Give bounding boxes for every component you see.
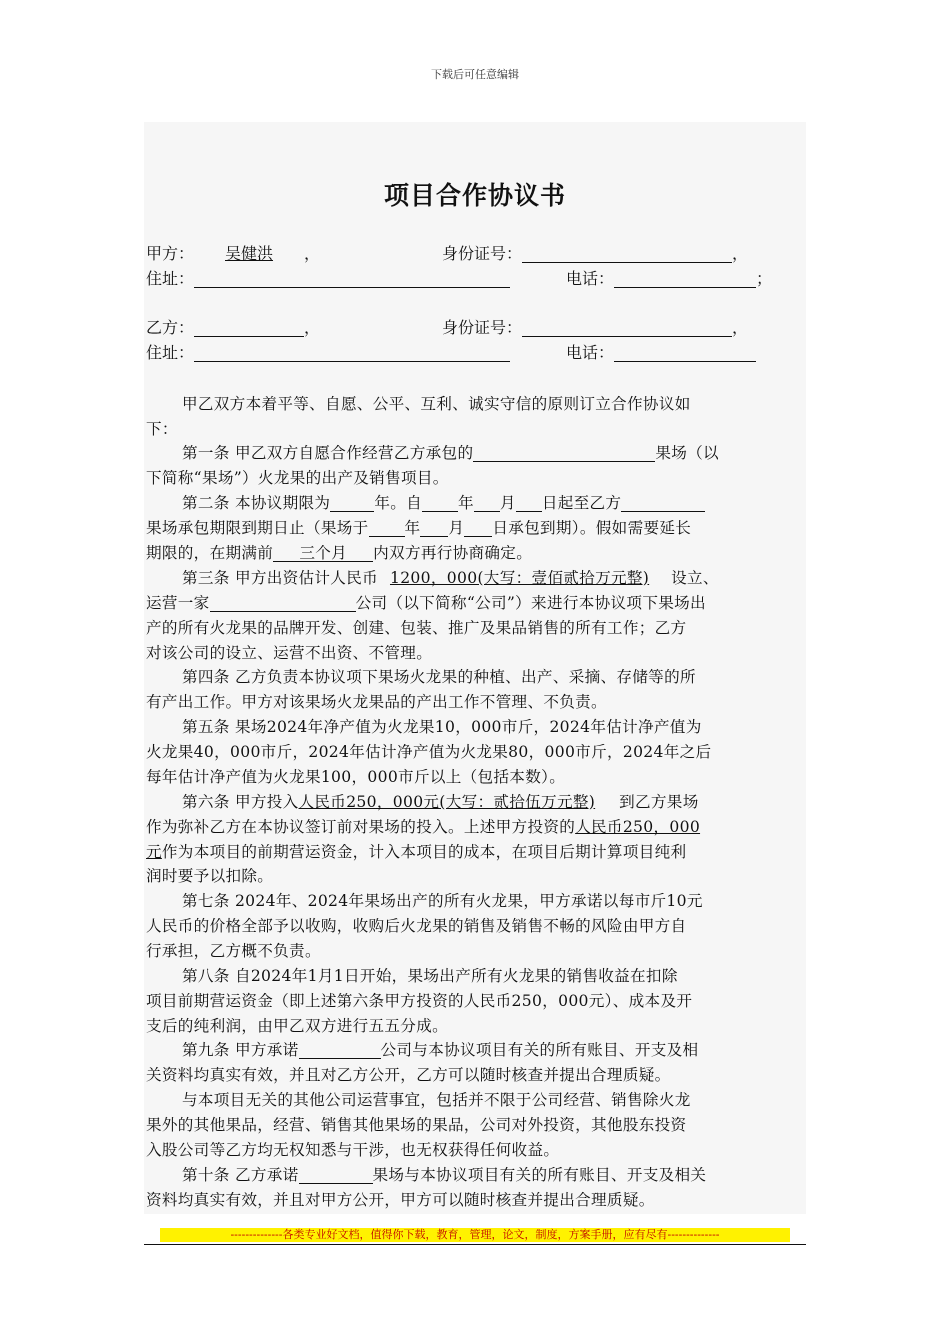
page-title: 项目合作协议书 (383, 181, 566, 210)
body-line: 人民币的价格全部予以收购，收购后火龙果的销售及销售不畅的风险由甲方自 (146, 917, 687, 935)
text: 年 (458, 494, 474, 512)
body-line: 产的所有火龙果的品牌开发、创建、包装、推广及果品销售的所有工作；乙方 (146, 619, 687, 637)
article-6-line (146, 815, 700, 839)
party-a-address-row (146, 267, 510, 291)
document-page (144, 122, 806, 1214)
party-a-phone-label: 电话： (566, 269, 615, 288)
text: 日起至乙方 (541, 494, 622, 512)
body-line: 第四条 乙方负责本协议项下果场火龙果的种植、出产、采摘、存储等的所 (182, 668, 696, 686)
body-line: 下： (146, 420, 178, 438)
text: 第二条 本协议期限为 (182, 494, 331, 512)
party-b-address-blank (194, 341, 510, 362)
article-6-line (146, 840, 686, 864)
body-line: 与本项目无关的其他公司运营事宜，包括并不限于公司经营、销售除火龙 (182, 1091, 691, 1109)
article-1-line (182, 441, 719, 465)
body-line: 支后的纯利润，由甲乙双方进行五五分成。 (146, 1017, 448, 1035)
text: 日承包到期）。假如需要延长 (492, 519, 692, 537)
text: 第三条 甲方出资估计人民币 (182, 569, 378, 587)
text: 第六条 甲方投入 (182, 793, 299, 811)
article-2-line (146, 541, 532, 565)
party-a-id-comma: ， (732, 244, 749, 263)
start-month-blank (474, 491, 500, 512)
party-a-phone-row (566, 267, 772, 291)
text: 月 (448, 519, 465, 537)
party-a-id-row (442, 242, 748, 266)
body-line: 果外的其他果品，经营、销售其他果场的果品，公司对外投资，其他股东投资 (146, 1116, 687, 1134)
party-a-name: 吴健洪 (225, 244, 274, 263)
expiry-day-blank (464, 516, 492, 537)
footer-divider (144, 1244, 806, 1245)
body-line: 第五条 果场2024年净产值为火龙果10，000市斤，2024年估计净产值为 (182, 718, 702, 736)
term-years-blank (330, 491, 374, 512)
party-b-label: 乙方： (146, 318, 195, 337)
text: 期限的，在期满前 (146, 544, 274, 562)
text: 年。自 (374, 494, 422, 512)
body-line: 行承担，乙方概不负责。 (146, 942, 321, 960)
body-line: 关资料均真实有效，并且对乙方公开，乙方可以随时核查并提出合理质疑。 (146, 1066, 671, 1084)
text: 到乙方果场 (619, 793, 699, 811)
text: 第九条 甲方承诺 (182, 1041, 299, 1059)
orchard-name-blank (473, 441, 655, 462)
text: 果场（以 (655, 444, 719, 462)
text: 运营一家 (146, 594, 210, 612)
party-b-phone-row (566, 341, 756, 365)
party-b-address-label: 住址： (146, 343, 195, 362)
text: 果场与本协议项目有关的所有账目、开支及相关 (372, 1166, 707, 1184)
text: 第一条 甲乙双方自愿合作经营乙方承包的 (182, 444, 474, 462)
article-9-line (182, 1038, 698, 1062)
party-b-id-comma: ， (732, 318, 749, 337)
investment-ref: 人民币250，000 (575, 818, 701, 836)
article-2-line (146, 516, 691, 540)
party-b-id-blank (522, 316, 732, 337)
body-line: 有产出工作。甲方对该果场火龙果品的产出工作不管理、不负责。 (146, 693, 607, 711)
body-line: 润时要予以扣除。 (146, 867, 274, 885)
article-10-line (182, 1163, 706, 1187)
footer-banner: --------------各类专业好文档，值得你下载，教育，管理，论文，制度，方案手册，应有尽有-------------- (160, 1228, 790, 1242)
text: 作为弥补乙方在本协议签订前对果场的投入。上述甲方投资的 (146, 818, 576, 836)
body-line: 第七条 2024年、2024年果场出产的所有火龙果，甲方承诺以每市斤10元 (182, 892, 703, 910)
expiry-month-blank (420, 516, 448, 537)
party-a-phone-semicolon: ； (756, 269, 773, 288)
party-b-id-row (442, 316, 748, 340)
article-6-line (182, 790, 699, 814)
article-3-line (182, 566, 719, 590)
party-a-label: 甲方： (146, 244, 195, 263)
text: 年 (404, 519, 421, 537)
party-b-phone-blank (614, 341, 756, 362)
body-line: 火龙果40，000市斤，2024年估计净产值为火龙果80，000市斤，2024年之后 (146, 743, 712, 761)
negotiation-period: 三个月 (273, 541, 373, 562)
party-a-comma: ， (304, 244, 321, 263)
company-name-blank (210, 591, 356, 612)
party-a-address-blank (194, 267, 510, 288)
text: 公司（以下简称“公司”）来进行本协议项下果场出 (355, 594, 706, 612)
party-b-phone-label: 电话： (566, 343, 615, 362)
text: 公司与本协议项目有关的所有账目、开支及相 (380, 1041, 699, 1059)
investment-ref-unit: 元 (146, 843, 162, 861)
party-b-address-row (146, 341, 510, 365)
party-a-id-label: 身份证号： (442, 244, 523, 263)
body-line: 每年估计净产值为火龙果100，000市斤以上（包括本数）。 (146, 768, 566, 786)
party-b-name-blank (194, 316, 304, 337)
body-line: 下简称“果场”）火龙果的出产及销售项目。 (146, 469, 449, 487)
article-2-line (182, 491, 705, 515)
body-line: 资料均真实有效，并且对甲方公开，甲方可以随时核查并提出合理质疑。 (146, 1191, 655, 1209)
company-name-blank-2 (299, 1038, 381, 1059)
investment-amount-b: 人民币250，000元(大写：贰拾伍万元整) (298, 793, 596, 811)
investment-amount: 1200，000(大写：壹佰贰拾万元整) (389, 569, 650, 587)
body-line: 第八条 自2024年1月1日开始，果场出产所有火龙果的销售收益在扣除 (182, 967, 678, 985)
top-note: 下载后可任意编辑 (431, 68, 519, 81)
text: 果场承包期限到期日止（果场于 (146, 519, 369, 537)
body-line: 入股公司等乙方均无权知悉与干涉，也无权获得任何收益。 (146, 1141, 560, 1159)
text: 第十条 乙方承诺 (182, 1166, 299, 1184)
text: 作为本项目的前期营运资金，计入本项目的成本，在项目后期计算项目纯利 (161, 843, 687, 861)
body-line: 对该公司的设立、运营不出资、不管理。 (146, 644, 433, 662)
party-b-comma: ， (304, 318, 321, 337)
body-line: 项目前期营运资金（即上述第六条甲方投资的人民币250，000元）、成本及开 (146, 992, 693, 1010)
party-a-row (146, 242, 320, 266)
text: 内双方再行协商确定。 (373, 544, 533, 562)
orchard-name-blank-2 (299, 1163, 373, 1184)
party-b-id-label: 身份证号： (442, 318, 523, 337)
party-a-address-label: 住址： (146, 269, 195, 288)
start-year-blank (422, 491, 458, 512)
start-day-blank (516, 491, 542, 512)
party-a-phone-blank (614, 267, 756, 288)
party-b-row (146, 316, 320, 340)
text: 设立、 (671, 569, 719, 587)
expiry-year-blank (369, 516, 405, 537)
body-line: 甲乙双方本着平等、自愿、公平、互利、诚实守信的原则订立合作协议如 (182, 395, 691, 413)
party-a-id-blank (522, 242, 732, 263)
party-b-orchard-blank (621, 491, 705, 512)
article-3-line (146, 591, 706, 615)
text: 月 (499, 494, 516, 512)
